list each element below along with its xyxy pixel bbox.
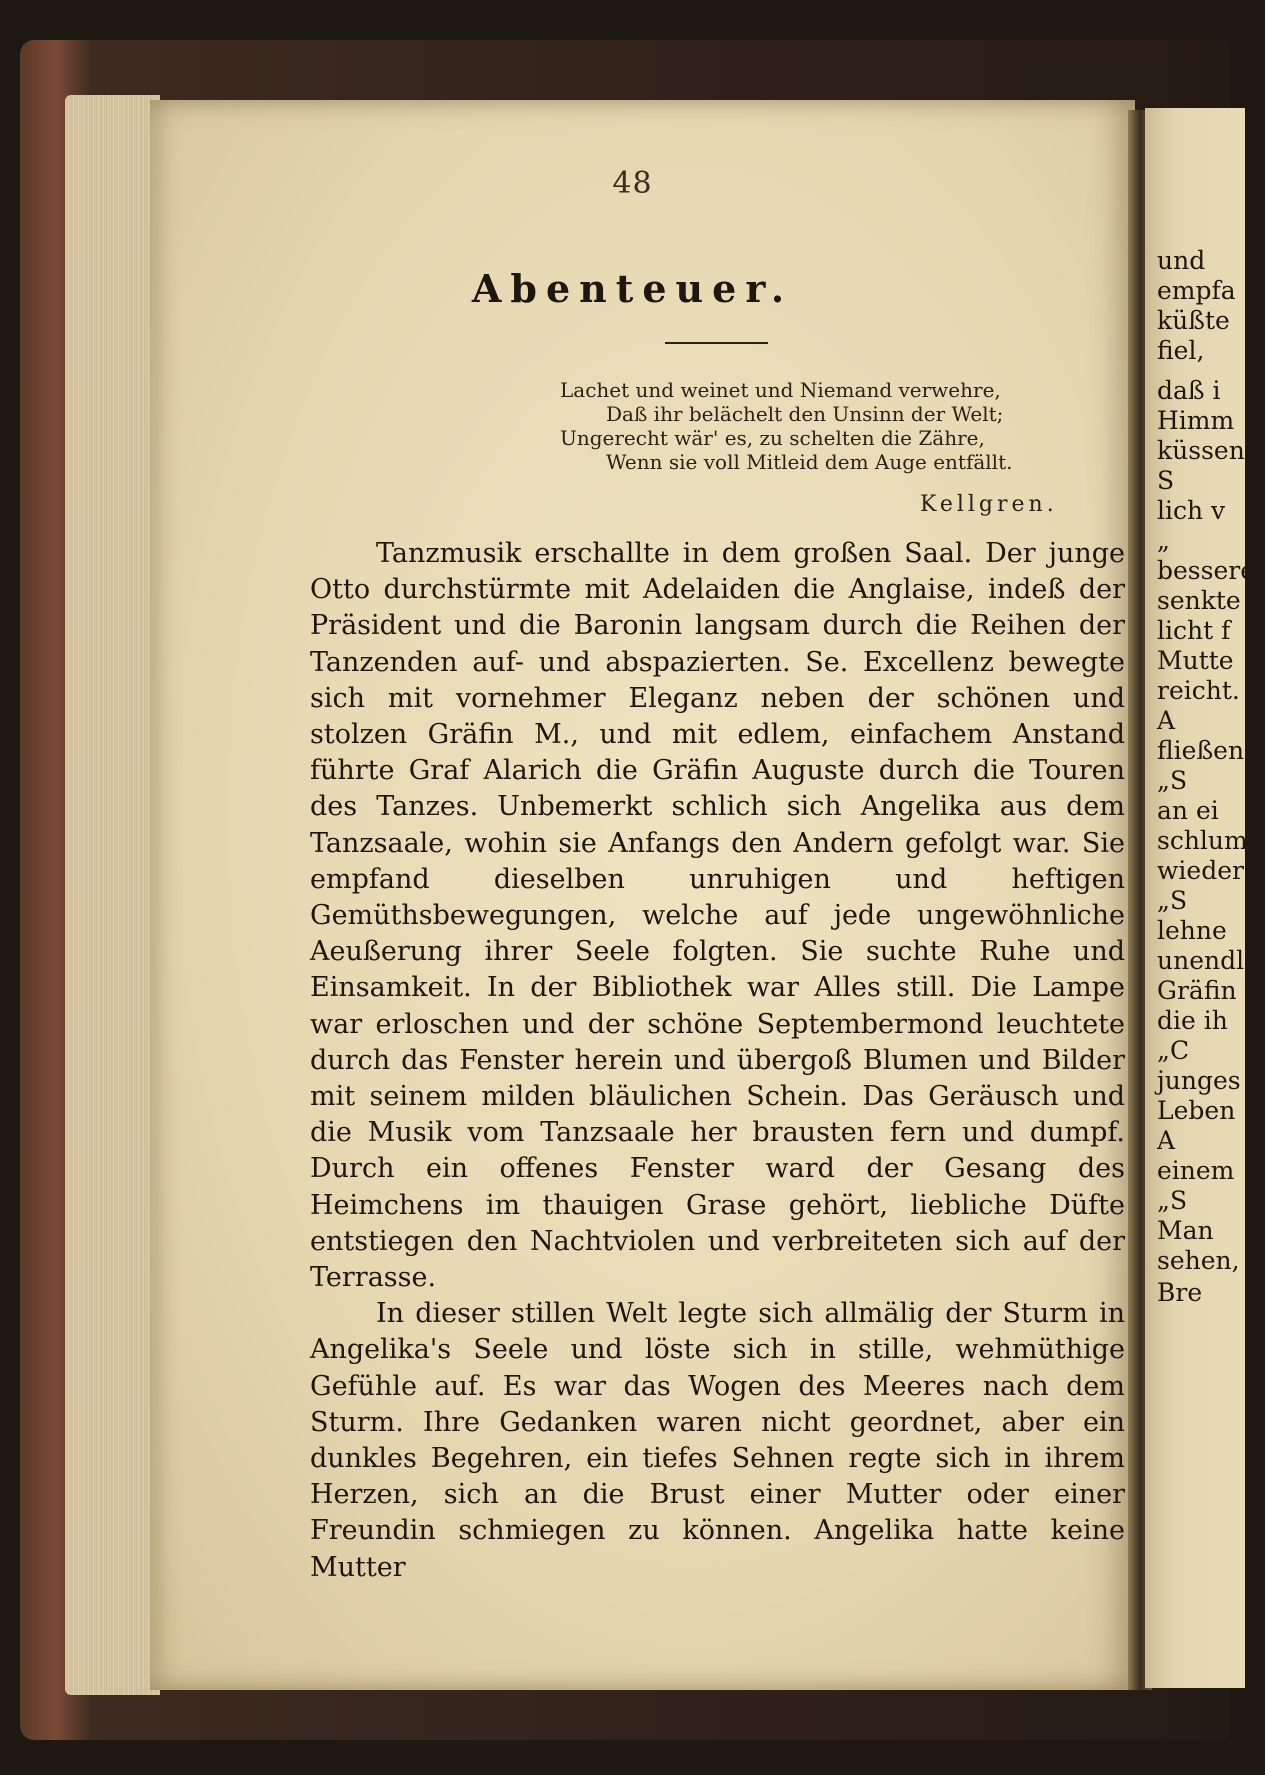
epigraph-line: Daß ihr belächelt den Unsinn der Welt; bbox=[606, 402, 1004, 426]
next-page-fragment: empfa bbox=[1157, 276, 1236, 305]
page-number: 48 bbox=[612, 166, 653, 201]
paragraph: In dieser stillen Welt legte sich allmälig der Sturm in Angelika's Seele und löste sich in stille, wehmüthige Gefühle auf. Es war das Wogen des Meeres nach dem Sturm. Ihre Gedanken waren nicht geordnet, aber ein dunkles Begehren, ein tiefes Sehnen regte sich in ihrem Herzen, sich an die Brust einer Mutter oder einer Freundin schmiegen zu können. Angelika hatte keine Mutter bbox=[310, 1298, 1125, 1583]
page-stack-edge bbox=[65, 95, 160, 1695]
next-page-fragment: küssen bbox=[1157, 436, 1245, 465]
next-page-fragment: an ei bbox=[1157, 796, 1219, 825]
epigraph-line: Wenn sie voll Mitleid dem Auge entfällt. bbox=[606, 450, 1013, 474]
next-page-fragment: reicht. bbox=[1157, 676, 1240, 705]
next-page-fragment: S bbox=[1157, 466, 1175, 495]
next-page-fragment: fiel, bbox=[1157, 336, 1205, 365]
paragraph: Tanzmusik erschallte in dem großen Saal. Der junge Otto durchstürmte mit Adelaiden die Anglaise, indeß der Präsident und die Baronin langsam durch die Reihen der Tanzenden auf- und abspazierten. Se. Excellenz bewegte sich mit vornehmer Eleganz neben der schönen und stolzen Gräfin M., und mit edlem, einfachem Anstand führte Graf Alarich die Gräfin Auguste durch die Touren des Tanzes. Unbemerkt schlich sich Angelika aus dem Tanzsaale, wohin sie Anfangs den Andern gefolgt war. Sie empfand dieselben unruhigen und heftigen Gemüthsbewegungen, welche auf jede ungewöhnliche Aeußerung ihrer Seele folgten. Sie suchte Ruhe und Einsamkeit. In der Bibliothek war Alles still. Die Lampe war erloschen und der schöne Septembermond leuchtete durch das Fenster herein und übergoß Blumen und Bilder mit seinem milden bläulichen Schein. Das Geräusch und die Musik vom Tanzsaale her brausten fern und dumpf. Durch ein offenes Fenster ward der Gesang des Heimchens im thauigen Grase gehört, liebliche Düfte entstiegen den Nachtviolen und verbreiteten sich auf der Terrasse. bbox=[310, 538, 1125, 1294]
next-page-fragment: daß i bbox=[1157, 376, 1221, 405]
next-page-fragment: einem bbox=[1157, 1156, 1235, 1185]
next-page-fragment: küßte bbox=[1157, 306, 1230, 335]
next-page-fragment: schlum bbox=[1157, 826, 1248, 855]
next-page-fragment: sehen, bbox=[1157, 1246, 1240, 1275]
next-page-fragment: A bbox=[1157, 706, 1176, 735]
next-page-fragment: Leben bbox=[1157, 1096, 1236, 1125]
epigraph-line: Ungerecht wär' es, zu schelten die Zähre, bbox=[560, 426, 985, 450]
right-page-edge bbox=[1145, 108, 1255, 1688]
next-page-fragment: Himm bbox=[1157, 406, 1235, 435]
next-page-fragment: licht f bbox=[1157, 616, 1231, 645]
chapter-title: Abenteuer. bbox=[471, 266, 794, 311]
next-page-fragment: Mutte bbox=[1157, 646, 1234, 675]
next-page-fragment: Man bbox=[1157, 1216, 1214, 1245]
body-text bbox=[310, 536, 1125, 1586]
next-page-fragment: junges bbox=[1157, 1066, 1241, 1095]
next-page-fragment: Bre bbox=[1157, 1278, 1203, 1307]
epigraph-line: Lachet und weinet und Niemand verwehre, bbox=[560, 378, 1001, 402]
epigraph bbox=[560, 378, 1130, 474]
next-page-fragment: „S bbox=[1157, 1186, 1188, 1215]
next-page-fragment: lich v bbox=[1157, 496, 1226, 525]
next-page-fragment: A bbox=[1157, 1126, 1176, 1155]
next-page-fragment: lehne bbox=[1157, 916, 1227, 945]
epigraph-author: Kellgren. bbox=[920, 492, 1058, 517]
title-divider bbox=[665, 342, 768, 344]
next-page-fragment: Gräfin bbox=[1157, 976, 1237, 1005]
next-page-fragment: „S bbox=[1157, 886, 1188, 915]
next-page-fragment: unendl bbox=[1157, 946, 1245, 975]
next-page-fragment: „C bbox=[1157, 1036, 1190, 1065]
next-page-fragment: „ bbox=[1157, 526, 1170, 555]
next-page-fragment: wieder bbox=[1157, 856, 1244, 885]
next-page-fragment: und bbox=[1157, 246, 1206, 275]
next-page-fragment: „S bbox=[1157, 766, 1188, 795]
next-page-fragment: fließen bbox=[1157, 736, 1245, 765]
next-page-fragment: bessere bbox=[1157, 556, 1255, 585]
next-page-fragment: senkte bbox=[1157, 586, 1241, 615]
next-page-fragment: die ih bbox=[1157, 1006, 1228, 1035]
